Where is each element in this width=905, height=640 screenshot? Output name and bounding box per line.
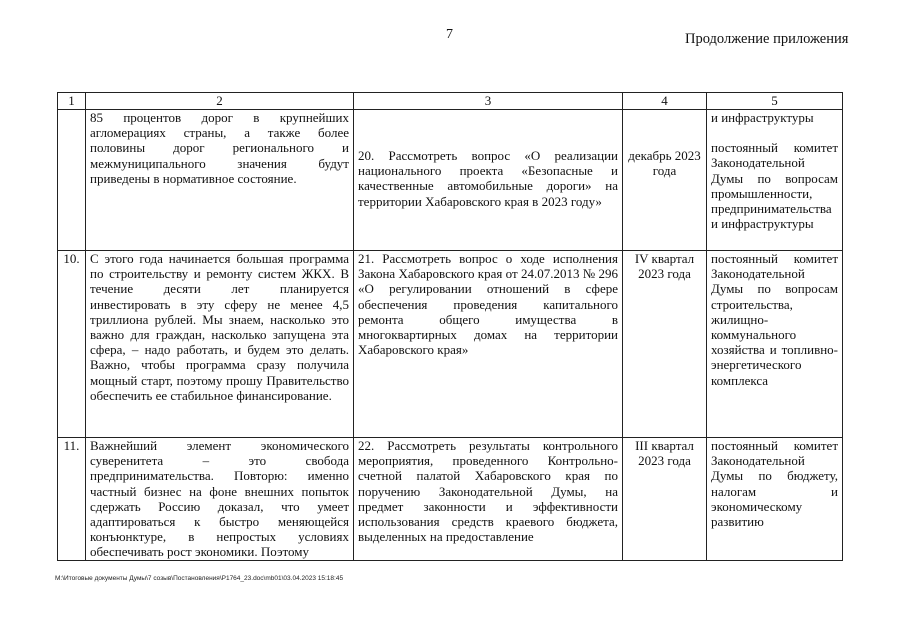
column-header: 1 [58, 93, 86, 110]
header-note: Продолжение приложения [685, 31, 849, 47]
action-text: 21. Рассмотреть вопрос о ходе исполнения Закона Хабаровского края от 24.07.2013 № 296 «О регулировании отношений в сфере обеспечения проведения капитального ремонта общего имущества в многоквартирных домах на территории Хабаровского края» [354, 251, 623, 438]
message-text: 85 процентов дорог в крупнейших агломерациях страны, а также более половины дорог регионального и межмуниципального значения будут приведены в нормативное состояние. [86, 110, 354, 251]
column-header: 4 [623, 93, 707, 110]
responsible: постоянный комитет Законодательной Думы по вопросам строительства, жилищно-коммунального хозяйства и топливно-энергетического комплекса [707, 251, 843, 438]
column-header: 3 [354, 93, 623, 110]
responsible [707, 110, 843, 251]
page-number: 7 [446, 27, 453, 42]
responsible-continuation: и инфраструктуры [711, 110, 814, 125]
deadline: III квартал 2023 года [623, 438, 707, 561]
action-text [354, 110, 623, 251]
deadline [623, 110, 707, 251]
table-row [58, 438, 843, 561]
responsible-text: постоянный комитет Законодательной Думы по вопросам промышленности, предпринимательства и инфраструктуры [711, 140, 838, 232]
column-header: 5 [707, 93, 843, 110]
table-row [58, 251, 843, 438]
appendix-table [57, 92, 843, 561]
action-text-body: 20. Рассмотреть вопрос «О реализации национального проекта «Безопасные и качественные автомобильные дороги» на территории Хабаровского края в 2023 году» [358, 148, 618, 209]
message-text: С этого года начинается большая программа по строительству и ремонту систем ЖКХ. В течение десяти лет планируется инвестировать в эту сферу не менее 4,5 триллиона рублей. Мы знаем, насколько это важно для граждан, насколько запущена эта сфера, – надо работать, и будем это делать. Важно, чтобы программа сразу получила мощный старт, поэтому прошу Правительство обеспечить ее стабильное финансирование. [86, 251, 354, 438]
row-number [58, 110, 86, 251]
deadline-text: декабрь 2023 года [628, 148, 701, 179]
deadline: IV квартал 2023 года [623, 251, 707, 438]
responsible: постоянный комитет Законодательной Думы по бюджету, налогам и экономическому развитию [707, 438, 843, 561]
message-text: Важнейший элемент экономического суверенитета – это свобода предпринимательства. Повторю: именно частный бизнес на фоне внешних попыток сдержать Россию доказал, что умеет адаптироваться к быстро меняющейся конъюнктуре, в непростых условиях обеспечивать рост экономики. Поэтому [86, 438, 354, 561]
table-header-row [58, 93, 843, 110]
row-number: 10. [58, 251, 86, 438]
table-row [58, 110, 843, 251]
row-number: 11. [58, 438, 86, 561]
footer-file-path: M:\Итоговые документы Думы\7 созыв\Постановления\P1764_23.doc\mb01\03.04.2023 15:18:45 [55, 575, 344, 582]
action-text: 22. Рассмотреть результаты контрольного мероприятия, проведенного Контрольно-счетной палатой Хабаровского края по поручению Законодательной Думы, на предмет законности и эффективности использования средств краевого бюджета, выделенных на предоставление [354, 438, 623, 561]
column-header: 2 [86, 93, 354, 110]
